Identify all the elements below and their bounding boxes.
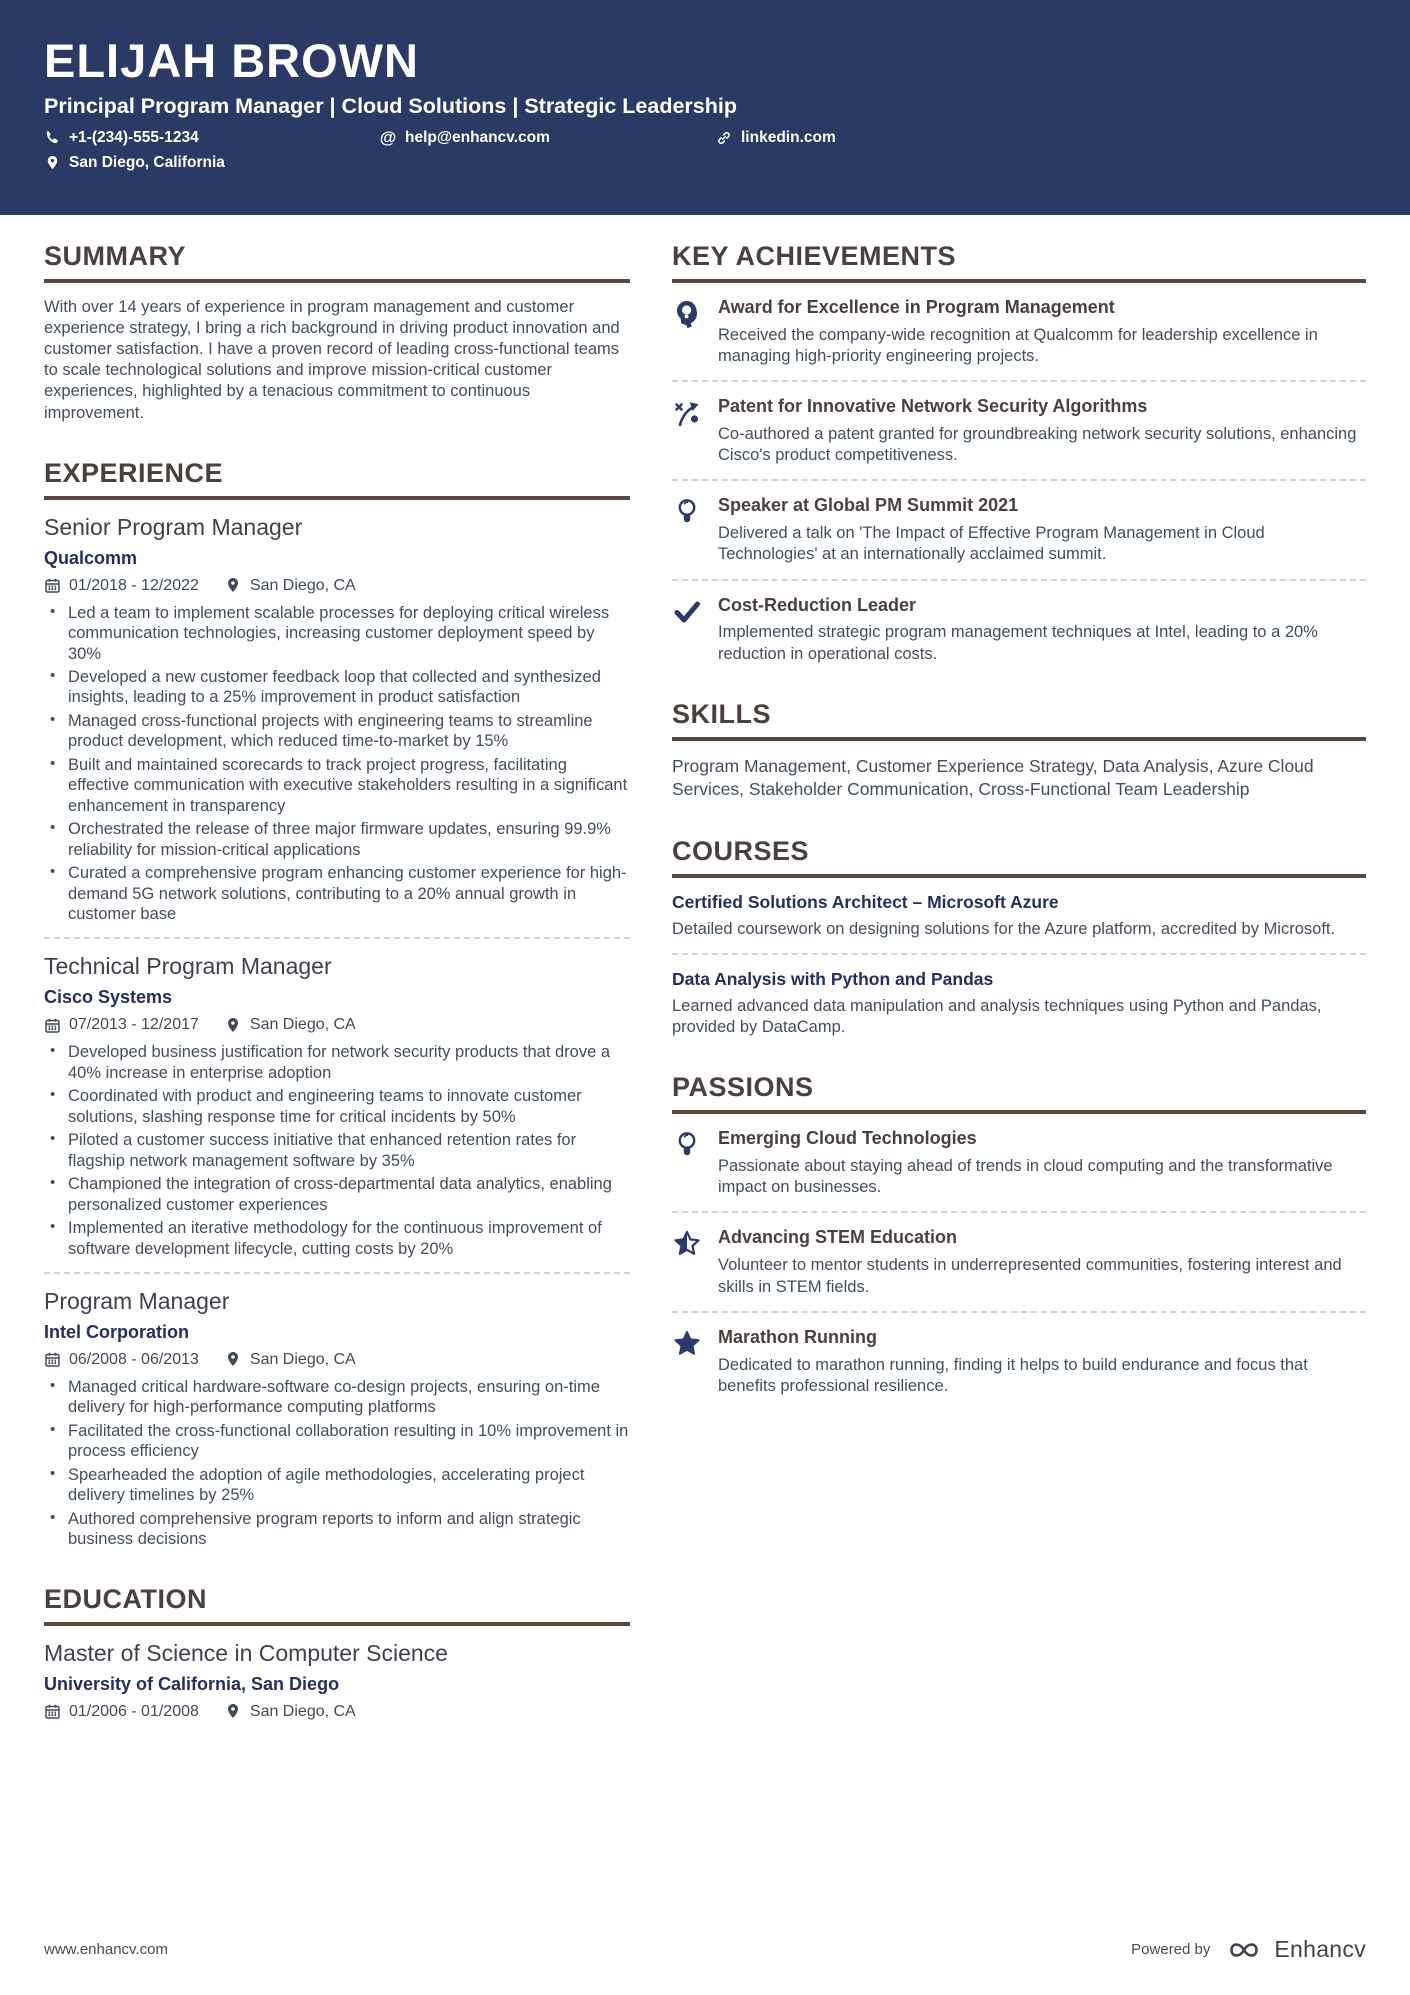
star-icon bbox=[672, 1329, 702, 1359]
location-pin-icon bbox=[225, 577, 242, 594]
passion-text: Volunteer to mentor students in underrepresented communities, fostering interest and skills in STEM fields. bbox=[718, 1256, 1342, 1296]
passion-item bbox=[672, 1227, 1366, 1297]
bullet: • Authored comprehensive program reports to inform and align strategic business decisions bbox=[44, 1509, 630, 1550]
job-location: San Diego, CA bbox=[249, 1016, 356, 1034]
job-location: San Diego, CA bbox=[249, 1350, 356, 1368]
job-meta bbox=[44, 1016, 630, 1034]
passions-heading: PASSIONS bbox=[672, 1072, 1366, 1114]
achievement-item bbox=[672, 595, 1366, 665]
idea-head-icon bbox=[672, 299, 702, 329]
achievement-text: Delivered a talk on 'The Impact of Effective Program Management in Cloud Technologies' at an internationally acclaimed summit. bbox=[718, 524, 1265, 564]
bullet: • Developed a new customer feedback loop that collected and synthesized insights, leading to a 25% improvement in product satisfaction bbox=[44, 667, 630, 708]
skills-list: Program Management, Customer Experience Strategy, Data Analysis, Azure Cloud Services, Stakeholder Communication, Cross-Functional Team Leadership bbox=[672, 755, 1314, 800]
passion-text: Passionate about staying ahead of trends in cloud computing and the transformative impact on businesses. bbox=[718, 1157, 1333, 1197]
education-location-item bbox=[225, 1703, 356, 1721]
location-text: San Diego, California bbox=[69, 153, 225, 171]
courses-section bbox=[672, 836, 1366, 1038]
location-pin-icon bbox=[225, 1017, 242, 1034]
passion-body bbox=[718, 1128, 1366, 1198]
achievement-title: Speaker at Global PM Summit 2021 bbox=[718, 495, 1019, 516]
date-range: 06/2008 - 06/2013 bbox=[69, 1350, 199, 1368]
achievement-item bbox=[672, 396, 1366, 466]
job-location-item bbox=[225, 1016, 356, 1034]
date-range: 01/2018 - 12/2022 bbox=[69, 576, 199, 594]
calendar-icon bbox=[44, 577, 61, 594]
linkedin-text: linkedin.com bbox=[741, 128, 836, 146]
achievement-body bbox=[718, 495, 1366, 565]
passion-item bbox=[672, 1128, 1366, 1198]
achievement-item bbox=[672, 297, 1366, 367]
passions-section bbox=[672, 1072, 1366, 1397]
bullet: • Spearheaded the adoption of agile methodologies, accelerating project delivery timelines by 25% bbox=[44, 1465, 630, 1506]
passion-title: Advancing STEM Education bbox=[718, 1227, 958, 1248]
lightbulb-icon bbox=[672, 497, 702, 527]
date-range: 07/2013 - 12/2017 bbox=[69, 1016, 199, 1034]
course-text: Detailed coursework on designing solutions for the Azure platform, accredited by Microsoft. bbox=[672, 919, 1336, 938]
linkedin-link[interactable] bbox=[716, 129, 1366, 147]
phone-number: +1-(234)-555-1234 bbox=[69, 128, 199, 146]
company-name: Intel Corporation bbox=[44, 1321, 189, 1342]
job-location: San Diego, CA bbox=[249, 576, 356, 594]
bullet: • Curated a comprehensive program enhancing customer experience for high-demand 5G network solutions, contributing to a 20% annual growth in customer base bbox=[44, 863, 630, 924]
powered-by-block bbox=[1131, 1936, 1366, 1963]
bullet: • Coordinated with product and engineering teams to innovate customer solutions, slashing response time for critical incidents by 50% bbox=[44, 1086, 630, 1127]
experience-entry bbox=[44, 514, 630, 925]
education-section bbox=[44, 1584, 630, 1721]
achievement-text: Co-authored a patent granted for groundbreaking network security solutions, enhancing Cisco's product competitiveness. bbox=[718, 425, 1357, 465]
left-column bbox=[44, 241, 630, 1755]
job-title: Senior Program Manager bbox=[44, 513, 303, 540]
achievement-title: Cost-Reduction Leader bbox=[718, 594, 917, 615]
divider bbox=[672, 579, 1366, 581]
star-half-icon bbox=[672, 1229, 702, 1259]
bullet: • Piloted a customer success initiative that enhanced retention rates for flagship network management software by 35% bbox=[44, 1130, 630, 1171]
link-icon bbox=[716, 130, 732, 146]
date-range-item bbox=[44, 1351, 199, 1369]
email-address: help@enhancv.com bbox=[405, 128, 550, 146]
site-link[interactable]: www.enhancv.com bbox=[44, 1941, 168, 1958]
date-range-item bbox=[44, 1016, 199, 1034]
bullet: • Implemented an iterative methodology for the continuous improvement of software development lifecycle, cutting costs by 20% bbox=[44, 1218, 630, 1259]
course-item bbox=[672, 892, 1366, 940]
bullet: • Orchestrated the release of three major firmware updates, ensuring 99.9% reliability for mission-critical applications bbox=[44, 819, 630, 860]
location-pin-icon bbox=[44, 155, 60, 171]
achievement-text: Implemented strategic program management techniques at Intel, leading to a 20% reduction in operational costs. bbox=[718, 623, 1318, 663]
bullet: • Developed business justification for network security products that drove a 40% increase in enterprise adoption bbox=[44, 1042, 630, 1083]
job-location-item bbox=[225, 1351, 356, 1369]
enhancv-logo[interactable] bbox=[1224, 1936, 1366, 1963]
passion-title: Emerging Cloud Technologies bbox=[718, 1128, 977, 1149]
achievement-item bbox=[672, 495, 1366, 565]
bullet: • Managed cross-functional projects with engineering teams to streamline product development, which reduced time-to-market by 15% bbox=[44, 711, 630, 752]
job-bullets bbox=[44, 1042, 630, 1259]
passion-text: Dedicated to marathon running, finding it helps to build endurance and focus that benefits professional resilience. bbox=[718, 1355, 1308, 1395]
phone-link[interactable] bbox=[44, 129, 380, 147]
degree-title: Master of Science in Computer Science bbox=[44, 1639, 448, 1666]
job-title: Technical Program Manager bbox=[44, 953, 332, 980]
divider bbox=[672, 479, 1366, 481]
summary-heading: SUMMARY bbox=[44, 241, 630, 283]
job-title: Program Manager bbox=[44, 1287, 230, 1314]
divider bbox=[672, 1211, 1366, 1213]
date-range: 01/2006 - 01/2008 bbox=[69, 1702, 199, 1720]
job-location-item bbox=[225, 577, 356, 595]
contact-row bbox=[44, 129, 1366, 172]
summary-text: With over 14 years of experience in program management and customer experience strategy, I bring a rich background in driving product innovation and customer satisfaction. I have a proven record of leading cross-functional teams to scale technological solutions and improve mission-critical customer experiences, highlighted by a tenacious commitment to continuous improvement. bbox=[44, 298, 620, 422]
education-heading: EDUCATION bbox=[44, 1584, 630, 1626]
job-bullets bbox=[44, 603, 630, 925]
divider bbox=[44, 1272, 630, 1274]
phone-icon bbox=[44, 130, 60, 146]
lightbulb-icon bbox=[672, 1130, 702, 1160]
company-name: Qualcomm bbox=[44, 547, 138, 568]
checkmark-icon bbox=[672, 597, 702, 627]
bullet: • Built and maintained scorecards to track project progress, facilitating effective communication with executive stakeholders resulting in a significant enhancement in transparency bbox=[44, 755, 630, 816]
at-icon: @ bbox=[379, 127, 397, 147]
powered-by-label: Powered by bbox=[1131, 1941, 1211, 1958]
divider bbox=[672, 1311, 1366, 1313]
course-title: Certified Solutions Architect – Microsoft Azure bbox=[672, 891, 1059, 912]
person-title: Principal Program Manager | Cloud Solutions | Strategic Leadership bbox=[44, 93, 737, 118]
experience-entry bbox=[44, 1288, 630, 1550]
bullet: • Managed critical hardware-software co-design projects, ensuring on-time delivery for high-performance computing platforms bbox=[44, 1377, 630, 1418]
email-link[interactable] bbox=[380, 129, 716, 147]
job-meta bbox=[44, 577, 630, 595]
person-name: ELIJAH BROWN bbox=[44, 34, 419, 87]
location-pin-icon bbox=[225, 1351, 242, 1368]
strategy-route-icon bbox=[672, 398, 702, 428]
divider bbox=[672, 380, 1366, 382]
location-pin-icon bbox=[225, 1703, 242, 1720]
calendar-icon bbox=[44, 1017, 61, 1034]
passion-item bbox=[672, 1327, 1366, 1397]
achievements-section bbox=[672, 241, 1366, 665]
course-text: Learned advanced data manipulation and analysis techniques using Python and Pandas, provided by DataCamp. bbox=[672, 997, 1322, 1037]
skills-section bbox=[672, 699, 1366, 802]
education-location: San Diego, CA bbox=[249, 1702, 356, 1720]
divider bbox=[672, 953, 1366, 955]
education-meta bbox=[44, 1703, 630, 1721]
bullet: • Championed the integration of cross-departmental data analytics, enabling personalized customer experiences bbox=[44, 1174, 630, 1215]
infinity-logo-icon bbox=[1224, 1937, 1266, 1963]
summary-section bbox=[44, 241, 630, 424]
achievement-body bbox=[718, 595, 1366, 665]
school-name: University of California, San Diego bbox=[44, 1673, 340, 1694]
passion-body bbox=[718, 1327, 1366, 1397]
location-item bbox=[44, 154, 380, 172]
company-name: Cisco Systems bbox=[44, 987, 173, 1008]
header bbox=[0, 0, 1410, 215]
passion-body bbox=[718, 1227, 1366, 1297]
experience-entry bbox=[44, 953, 630, 1259]
footer bbox=[44, 1936, 1366, 1963]
calendar-icon bbox=[44, 1703, 61, 1720]
date-range-item bbox=[44, 577, 199, 595]
skills-heading: SKILLS bbox=[672, 699, 1366, 741]
achievement-title: Patent for Innovative Network Security Algorithms bbox=[718, 396, 1148, 417]
job-bullets bbox=[44, 1377, 630, 1550]
main-content bbox=[0, 215, 1410, 1755]
achievement-body bbox=[718, 396, 1366, 466]
course-item bbox=[672, 969, 1366, 1038]
bullet: • Facilitated the cross-functional collaboration resulting in 10% improvement in process efficiency bbox=[44, 1421, 630, 1462]
job-meta bbox=[44, 1351, 630, 1369]
bullet: • Led a team to implement scalable processes for deploying critical wireless communication technologies, increasing customer deployment speed by 30% bbox=[44, 603, 630, 664]
right-column bbox=[672, 241, 1366, 1755]
achievements-heading: KEY ACHIEVEMENTS bbox=[672, 241, 1366, 283]
brand-name: Enhancv bbox=[1274, 1936, 1366, 1962]
achievement-body bbox=[718, 297, 1366, 367]
calendar-icon bbox=[44, 1351, 61, 1368]
achievement-title: Award for Excellence in Program Management bbox=[718, 297, 1115, 317]
achievement-text: Received the company-wide recognition at Qualcomm for leadership excellence in managing high-priority engineering projects. bbox=[718, 325, 1318, 366]
courses-heading: COURSES bbox=[672, 836, 1366, 878]
course-title: Data Analysis with Python and Pandas bbox=[672, 969, 994, 990]
passion-title: Marathon Running bbox=[718, 1326, 877, 1347]
experience-section bbox=[44, 458, 630, 1550]
date-range-item bbox=[44, 1703, 199, 1721]
divider bbox=[44, 937, 630, 939]
experience-heading: EXPERIENCE bbox=[44, 458, 630, 500]
